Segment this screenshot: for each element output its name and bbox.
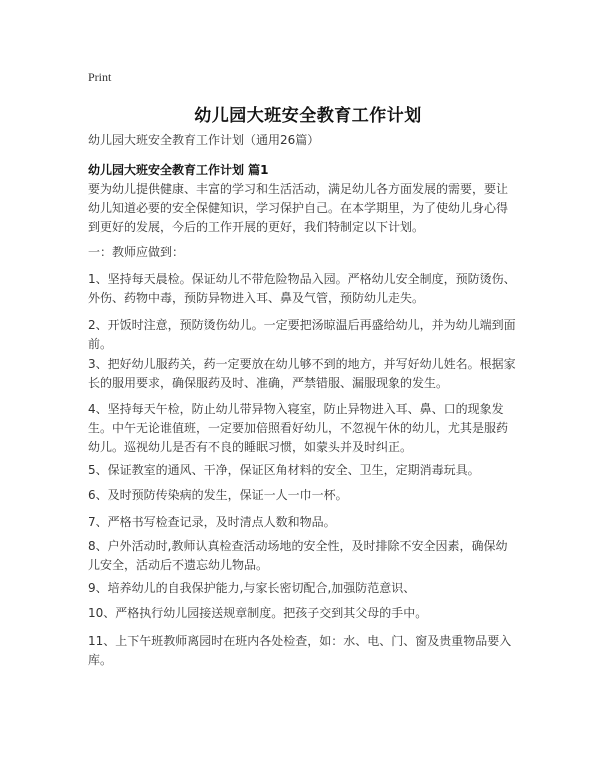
paragraph-item-9: 9、培养幼儿的自我保护能力,与家长密切配合,加强防范意识、	[88, 581, 416, 595]
document-subtitle: 幼儿园大班安全教育工作计划（通用26篇）	[88, 133, 320, 147]
paragraph-item-2: 2、开饭时注意，预防烫伤幼儿。一定要把汤晾温后再盛给幼儿，并为幼儿端到面前。	[88, 318, 516, 351]
paragraph-item-6: 6、及时预防传染病的发生，保证一人一巾一杯。	[88, 488, 348, 502]
paragraph-item-7: 7、严格书写检查记录，及时清点人数和物品。	[88, 515, 336, 529]
page-title: 幼儿园大班安全教育工作计划	[194, 106, 422, 126]
paragraph-item-11: 11、上下午班教师离园时在班内各处检查，如：水、电、门、窗及贵重物品要入库。	[88, 634, 512, 667]
paragraph-item-1: 1、坚持每天晨检。保证幼儿不带危险物品入园。严格幼儿安全制度，预防烫伤、外伤、药物中毒，预防异物进入耳、鼻及气管，预防幼儿走失。	[88, 272, 516, 305]
teacher-duties-heading: 一：教师应做到：	[88, 245, 185, 259]
paragraph-item-4: 4、坚持每天午检，防止幼儿带异物入寝室，防止异物进入耳、鼻、口的现象发生。中午无论谁值班，一定要加倍照看好幼儿，不忽视午休的幼儿，尤其是服药幼儿。巡视幼儿是否有不良的睡眠习惯，如蒙头并及时纠正。	[88, 402, 509, 454]
print-link[interactable]: Print	[88, 70, 112, 84]
paragraph-item-5: 5、保证教室的通风、干净，保证区角材料的安全、卫生，定期消毒玩具。	[88, 463, 480, 477]
intro-paragraph: 要为幼儿提供健康、丰富的学习和生活活动，满足幼儿各方面发展的需要，要让幼儿知道必要的安全保健知识，学习保护自己。在本学期里，为了使幼儿身心得到更好的发展，今后的工作开展的更好，我们特制定以下计划。	[88, 182, 509, 234]
section-heading: 幼儿园大班安全教育工作计划 篇1	[88, 163, 269, 177]
paragraph-item-8: 8、户外活动时,教师认真检查活动场地的安全性，及时排除不安全因素，确保幼儿安全，活动后不遗忘幼儿物品。	[88, 539, 508, 572]
paragraph-item-3: 3、把好幼儿服药关，药一定要放在幼儿够不到的地方，并写好幼儿姓名。根据家长的服用要求，确保服药及时、准确，严禁错服、漏服现象的发生。	[88, 357, 516, 390]
paragraph-item-10: 10、严格执行幼儿园接送规章制度。把孩子交到其父母的手中。	[88, 606, 428, 620]
